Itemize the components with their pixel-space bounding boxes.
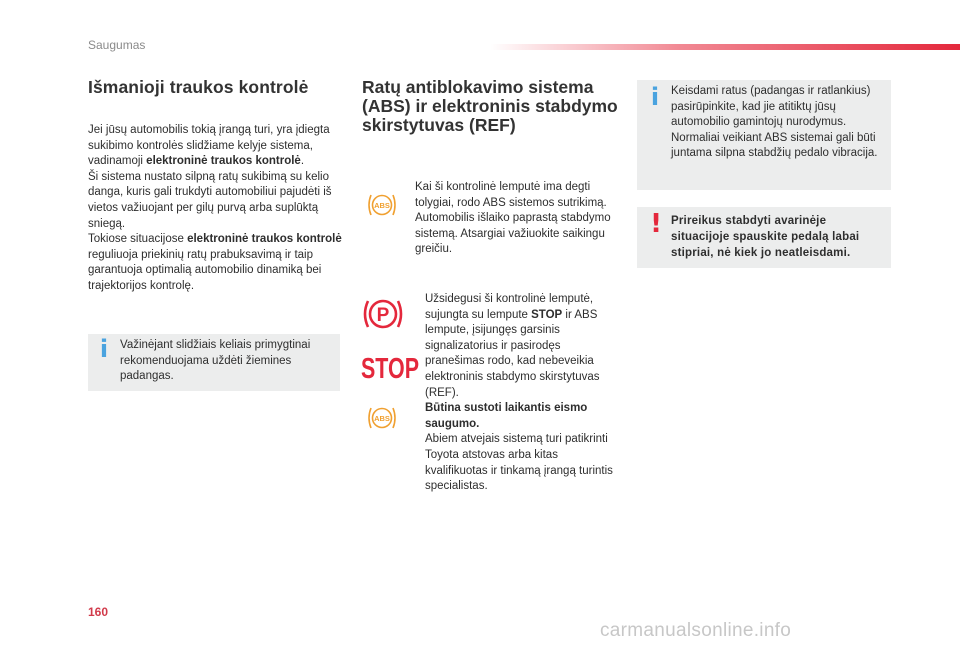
stop-icon-label: STOP <box>361 353 419 385</box>
middle-heading: Ratų antiblokavimo sistema (ABS) ir elektroninis stabdymo skirstytuvas (REF) <box>362 77 618 135</box>
left-info-text: Važinėjant slidžiais keliais primygtinai rekomenduojama uždėti žiemines padangas. <box>120 339 311 383</box>
right-info-box <box>637 80 891 190</box>
text: . <box>300 155 305 168</box>
info-icon: i <box>99 335 109 363</box>
text: Užsidegusi ši kontrolinė lemputė, sujungta su lempute <box>425 293 594 321</box>
warning-icon: ! <box>650 209 662 239</box>
bold-text: elektroninė traukos kontrolė <box>146 155 301 168</box>
ref-block <box>425 292 620 495</box>
abs-block-1-text-2: Automobilis išlaiko paprastą stabdymo sistemą. Atsargiai važiuokite saikingu greičiu. <box>415 212 611 256</box>
left-body <box>88 123 346 295</box>
bold-text: Būtina sustoti laikantis eismo saugumo. <box>425 402 588 430</box>
bold-text: elektroninė traukos kontrolė <box>187 233 342 246</box>
abs-icon-label: ABS <box>374 201 390 210</box>
header-accent-bar <box>490 44 960 50</box>
left-paragraph-2: Ši sistema nustato silpną ratų sukibimą su kelio danga, kuris gali trukdyti automobiliui pajudėti iš vietos važiuojant per gilų purvą arba suplūktą sniegą. <box>88 170 332 230</box>
text: Jei jūsų automobilis tokią įrangą turi, yra įdiegta sukibimo kontrolės slidžiame kelyje sistema, vadinamoji <box>88 124 330 168</box>
stop-warning-icon <box>360 350 420 385</box>
abs-block-1 <box>415 180 615 258</box>
watermark: carmanualsonline.info <box>600 620 792 641</box>
abs-warning-icon-2 <box>366 405 398 431</box>
text: reguliuoja priekinių ratų prabuksavimą ir taip garantuoja optimalią automobilio dinamiką bei trajektorijos kontrolę. <box>88 248 322 292</box>
abs-icon-label: ABS <box>374 414 390 423</box>
stop-word: STOP <box>531 308 563 321</box>
left-paragraph-3 <box>88 232 346 294</box>
info-icon: i <box>650 83 660 111</box>
section-title: Saugumas <box>88 38 146 52</box>
text: ir ABS lempute, įsijungęs garsinis signalizatorius ir pasirodęs pranešimas rodo, kad nebeveikia elektroninis stabdymo skirstytuvas (REF). <box>425 308 600 399</box>
left-heading: Išmanioji traukos kontrolė <box>88 77 309 97</box>
ref-text-end: Abiem atvejais sistemą turi patikrinti Toyota atstovas arba kitas kvalifikuotas ir tinkamą įrangą turintis specialistas. <box>425 433 613 493</box>
right-info-text: Keisdami ratus (padangas ir ratlankius) pasirūpinkite, kad jie atitiktų jūsų automobilio gamintojų nurodymus. Normaliai veikiant ABS sistemai gali būti juntama silpna stabdžių pedalo vibracija. <box>671 85 878 160</box>
abs-warning-icon <box>366 192 398 218</box>
right-warning-text: Prireikus stabdyti avarinėje situacijoje spauskite pedalą labai stipriai, nė kiek jo neatleisdami. <box>671 215 860 259</box>
page-number: 160 <box>88 605 109 619</box>
left-paragraph-1 <box>88 123 346 170</box>
left-info-box <box>88 334 340 391</box>
right-warning-box <box>637 207 891 268</box>
text: Tokiose situacijose <box>88 233 188 246</box>
abs-block-1-text-1: Kai ši kontrolinė lemputė ima degti tolygiai, rodo ABS sistemos sutrikimą. <box>415 181 607 209</box>
ref-text-bold <box>425 401 620 432</box>
brake-warning-icon <box>361 296 405 332</box>
brake-icon-label: P <box>376 305 390 326</box>
ref-text-1 <box>425 292 620 401</box>
